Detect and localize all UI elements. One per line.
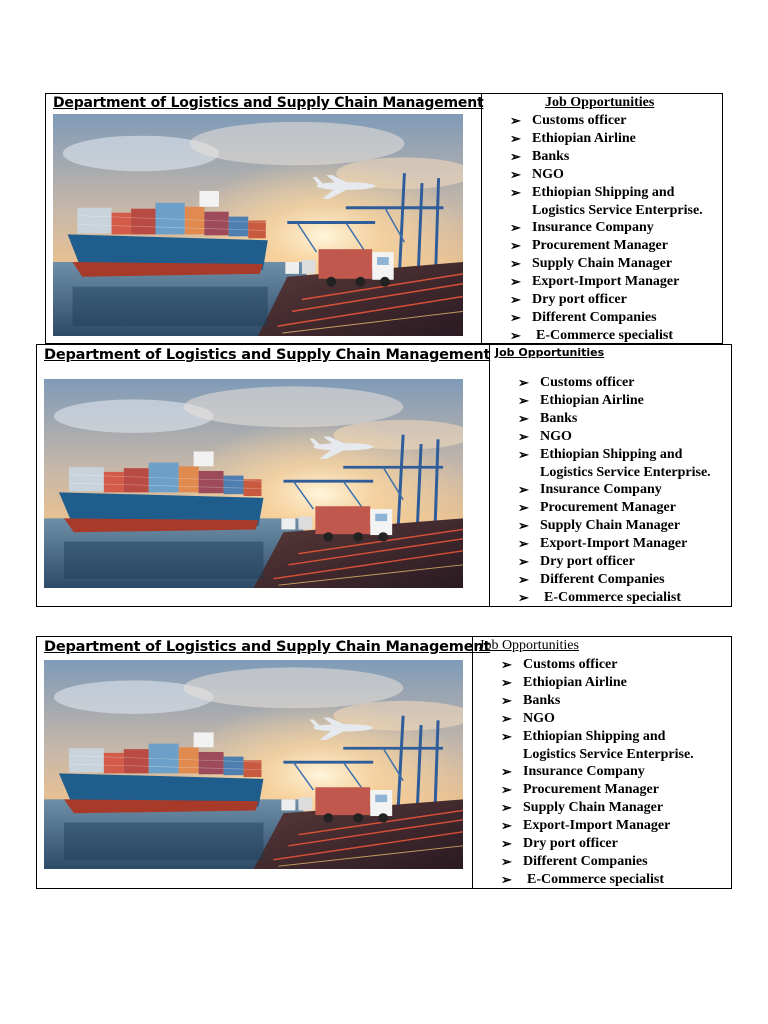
job-list-item	[510, 291, 703, 309]
job-list-item	[510, 184, 703, 220]
job-label: Different Companies	[523, 853, 648, 869]
job-list-item	[510, 273, 703, 291]
arrowhead-bullet-icon: ➢	[510, 220, 521, 236]
job-list-item	[518, 589, 711, 607]
job-label: Export-Import Manager	[523, 818, 671, 834]
job-label: Customs officer	[540, 375, 635, 390]
job-list-item	[510, 112, 703, 130]
job-label: Dry port officer	[540, 554, 635, 570]
arrowhead-bullet-icon: ➢	[501, 871, 512, 887]
card-right-panel	[490, 345, 731, 606]
job-list-item	[518, 446, 711, 482]
job-list-item	[510, 309, 703, 327]
job-label-continuation: Logistics Service Enterprise.	[540, 464, 711, 480]
arrowhead-bullet-icon: ➢	[501, 710, 512, 726]
job-label: Procurement Manager	[532, 238, 668, 254]
job-label: E-Commerce specialist	[536, 327, 673, 343]
job-list-item	[501, 781, 694, 799]
job-opportunities-heading: Job Opportunities	[495, 346, 605, 359]
card-right-panel	[473, 637, 731, 888]
arrowhead-bullet-icon: ➢	[510, 130, 521, 146]
arrowhead-bullet-icon: ➢	[518, 392, 529, 408]
job-label: Different Companies	[540, 571, 665, 587]
job-list-item	[510, 219, 703, 237]
job-list	[501, 656, 694, 889]
job-label: Ethiopian Shipping and	[523, 728, 666, 744]
job-list-item	[518, 517, 711, 535]
job-list-item	[510, 148, 703, 166]
job-label: Dry port officer	[532, 292, 627, 308]
job-list-item	[501, 763, 694, 781]
job-list-item	[501, 710, 694, 728]
arrowhead-bullet-icon: ➢	[518, 375, 529, 390]
job-label: Ethiopian Shipping and	[540, 446, 683, 462]
job-list-item	[510, 130, 703, 148]
logistics-port-photo	[44, 379, 463, 588]
job-label: Ethiopian Airline	[532, 130, 636, 146]
card-left-panel	[37, 637, 491, 888]
job-list-item	[510, 237, 703, 255]
arrowhead-bullet-icon: ➢	[518, 500, 529, 516]
arrowhead-bullet-icon: ➢	[510, 274, 521, 290]
job-list-item	[518, 571, 711, 589]
job-label: Ethiopian Shipping and	[532, 184, 675, 200]
job-list-item	[518, 553, 711, 571]
job-list	[518, 374, 711, 607]
job-label: Insurance Company	[532, 220, 654, 236]
arrowhead-bullet-icon: ➢	[510, 327, 521, 343]
arrowhead-bullet-icon: ➢	[501, 674, 512, 690]
job-label: NGO	[532, 166, 564, 182]
arrowhead-bullet-icon: ➢	[501, 800, 512, 816]
job-list-item	[518, 392, 711, 410]
job-label: Supply Chain Manager	[540, 518, 681, 534]
arrowhead-bullet-icon: ➢	[510, 166, 521, 182]
job-label: Ethiopian Airline	[540, 392, 644, 408]
arrowhead-bullet-icon: ➢	[518, 410, 529, 426]
job-label: NGO	[540, 428, 572, 444]
job-list-item	[501, 656, 694, 674]
job-list	[510, 112, 703, 345]
job-label: Export-Import Manager	[532, 274, 680, 290]
job-label: NGO	[523, 710, 555, 726]
job-list-item	[510, 255, 703, 273]
department-title: Department of Logistics and Supply Chain Management	[44, 347, 491, 363]
logistics-port-photo-art	[44, 379, 463, 588]
job-label: Insurance Company	[523, 764, 645, 780]
arrowhead-bullet-icon: ➢	[518, 571, 529, 587]
job-list-item	[518, 428, 711, 446]
job-list-item	[510, 166, 703, 184]
arrowhead-bullet-icon: ➢	[518, 428, 529, 444]
job-label: Export-Import Manager	[540, 536, 688, 552]
arrowhead-bullet-icon: ➢	[518, 589, 529, 605]
job-label: Banks	[532, 148, 570, 164]
job-list-item	[501, 728, 694, 764]
job-list-item	[510, 327, 703, 345]
arrowhead-bullet-icon: ➢	[501, 782, 512, 798]
job-opportunities-heading: Job Opportunities	[479, 638, 579, 653]
job-label: Dry port officer	[523, 836, 618, 852]
job-list-item	[518, 374, 711, 392]
job-list-item	[501, 817, 694, 835]
job-label-continuation: Logistics Service Enterprise.	[532, 202, 703, 218]
job-list-item	[501, 799, 694, 817]
logistics-port-photo-art	[44, 660, 463, 869]
job-list-item	[501, 674, 694, 692]
job-list-item	[501, 835, 694, 853]
job-label: E-Commerce specialist	[527, 871, 664, 887]
arrowhead-bullet-icon: ➢	[518, 446, 529, 462]
job-list-item	[518, 410, 711, 428]
arrowhead-bullet-icon: ➢	[501, 853, 512, 869]
arrowhead-bullet-icon: ➢	[501, 692, 512, 708]
job-label: E-Commerce specialist	[544, 589, 681, 605]
job-label: Insurance Company	[540, 482, 662, 498]
department-title: Department of Logistics and Supply Chain Management	[53, 95, 484, 111]
job-list-item	[501, 853, 694, 871]
arrowhead-bullet-icon: ➢	[510, 238, 521, 254]
arrowhead-bullet-icon: ➢	[501, 657, 512, 672]
arrowhead-bullet-icon: ➢	[501, 764, 512, 780]
job-label-continuation: Logistics Service Enterprise.	[523, 746, 694, 762]
job-label: Banks	[540, 410, 578, 426]
logistics-port-photo	[53, 114, 463, 336]
job-label: Banks	[523, 692, 561, 708]
card-left-panel	[37, 345, 490, 606]
card-right-panel	[482, 94, 722, 343]
department-title: Department of Logistics and Supply Chain Management	[44, 639, 491, 655]
job-list-item	[518, 499, 711, 517]
job-opportunities-heading: Job Opportunities	[545, 95, 655, 110]
arrowhead-bullet-icon: ➢	[501, 728, 512, 744]
job-list-item	[518, 481, 711, 499]
arrowhead-bullet-icon: ➢	[510, 309, 521, 325]
arrowhead-bullet-icon: ➢	[501, 818, 512, 834]
job-label: Supply Chain Manager	[532, 256, 673, 272]
job-list-item	[501, 692, 694, 710]
job-label: Customs officer	[532, 113, 627, 128]
logistics-port-photo-art	[53, 114, 463, 336]
arrowhead-bullet-icon: ➢	[518, 518, 529, 534]
job-list-item	[518, 535, 711, 553]
job-label: Procurement Manager	[523, 782, 659, 798]
arrowhead-bullet-icon: ➢	[510, 148, 521, 164]
arrowhead-bullet-icon: ➢	[518, 554, 529, 570]
card-left-panel	[46, 94, 482, 343]
arrowhead-bullet-icon: ➢	[518, 482, 529, 498]
job-label: Customs officer	[523, 657, 618, 672]
arrowhead-bullet-icon: ➢	[510, 113, 521, 128]
arrowhead-bullet-icon: ➢	[510, 256, 521, 272]
arrowhead-bullet-icon: ➢	[510, 292, 521, 308]
job-label: Different Companies	[532, 309, 657, 325]
job-card-1	[45, 93, 723, 344]
arrowhead-bullet-icon: ➢	[518, 536, 529, 552]
arrowhead-bullet-icon: ➢	[510, 184, 521, 200]
job-card-3	[36, 636, 732, 889]
arrowhead-bullet-icon: ➢	[501, 836, 512, 852]
job-label: Ethiopian Airline	[523, 674, 627, 690]
job-label: Procurement Manager	[540, 500, 676, 516]
job-card-2	[36, 344, 732, 607]
job-list-item	[501, 871, 694, 889]
logistics-port-photo	[44, 660, 463, 869]
job-label: Supply Chain Manager	[523, 800, 664, 816]
